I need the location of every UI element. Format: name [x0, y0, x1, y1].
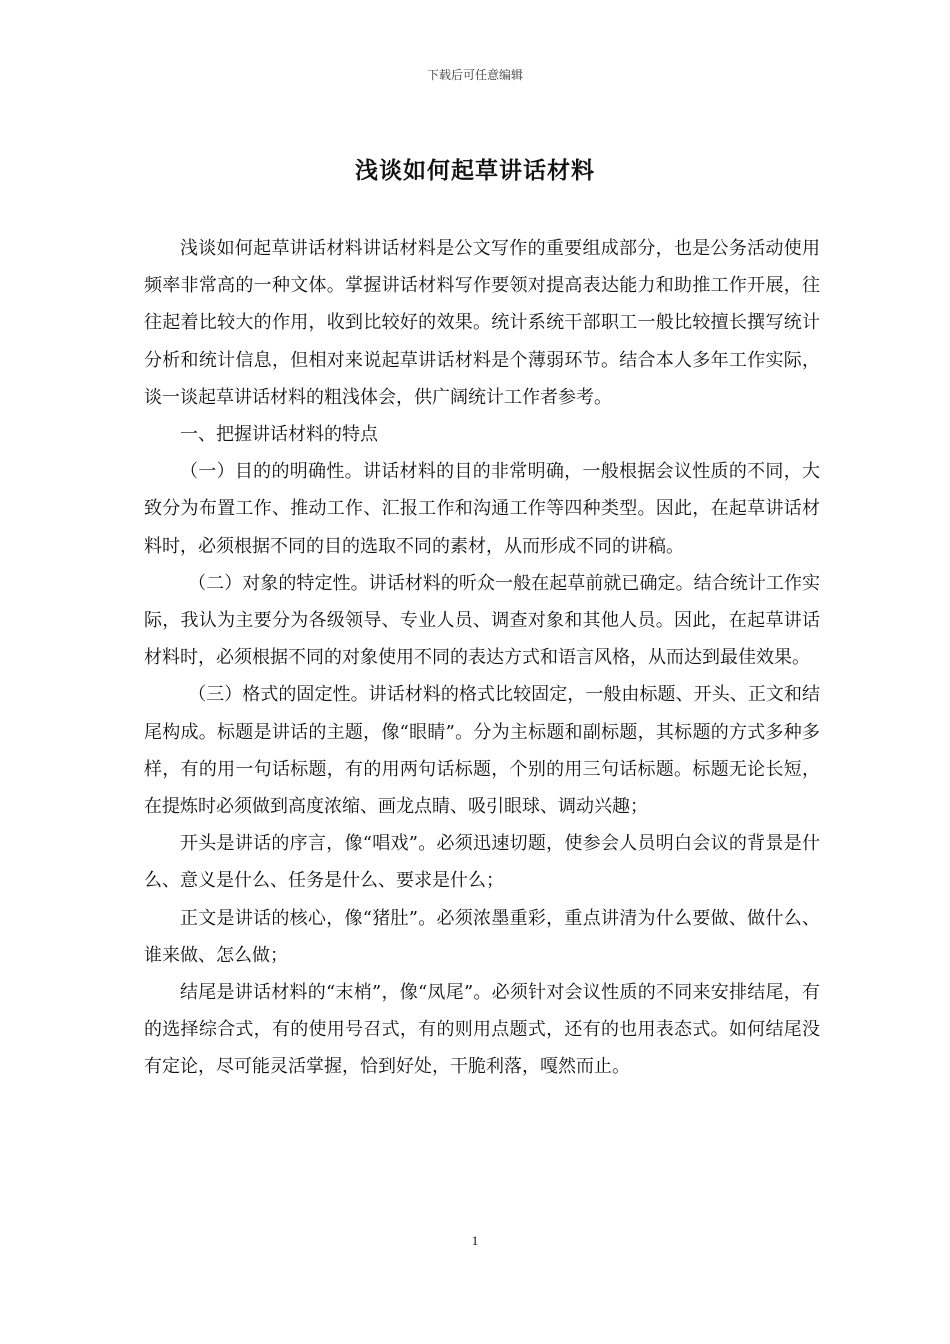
paragraph-ending: 结尾是讲话材料的“末梢”，像“凤尾”。必须针对会议性质的不同来安排结尾，有的选择综合式，有的使用号召式，有的则用点题式，还有的也用表态式。如何结尾没有定论，尽可能灵活掌握，恰到好处，干脆利落，嘎然而止。 — [144, 982, 820, 1078]
paragraph-main-body: 正文是讲话的核心，像“猪肚”。必须浓墨重彩，重点讲清为什么要做、做什么、谁来做、怎么做； — [144, 907, 820, 966]
page-number: 1 — [471, 1233, 479, 1248]
page-header: 下载后可任意编辑 — [426, 68, 523, 82]
paragraph-intro: 浅谈如何起草讲话材料讲话材料是公文写作的重要组成部分，也是公务活动使用频率非常高的一种文体。掌握讲话材料写作要领对提高表达能力和助推工作开展，往往起着比较大的作用，收到比较好的效果。统计系统干部职工一般比较擅长撰写统计分析和统计信息，但相对来说起草讲话材料是个薄弱环节。结合本人多年工作实际，谈一谈起草讲话材料的粗浅体会，供广阔统计工作者参考。 — [144, 238, 820, 408]
document-title: 浅谈如何起草讲话材料 — [355, 157, 595, 184]
paragraph-purpose: （一）目的的明确性。讲话材料的目的非常明确，一般根据会议性质的不同，大致分为布置工作、推动工作、汇报工作和沟通工作等四种类型。因此，在起草讲话材料时，必须根据不同的目的选取不同的素材，从而形成不同的讲稿。 — [144, 461, 820, 557]
document-body — [144, 230, 820, 1086]
section-heading: 一、把握讲话材料的特点 — [180, 424, 378, 446]
paragraph-opening: 开头是讲话的序言，像“唱戏”。必须迅速切题，使参会人员明白会议的背景是什么、意义是什么、任务是什么、要求是什么； — [144, 833, 820, 892]
paragraph-format: （三）格式的固定性。讲话材料的格式比较固定，一般由标题、开头、正文和结尾构成。标题是讲话的主题，像“眼睛”。分为主标题和副标题，其标题的方式多种多样，有的用一句话标题，有的用两句话标题，个别的用三句话标题。标题无论长短，在提炼时必须做到高度浓缩、画龙点睛、吸引眼球、调动兴趣； — [144, 684, 820, 818]
paragraph-audience: （二）对象的特定性。讲话材料的听众一般在起草前就已确定。结合统计工作实际，我认为主要分为各级领导、专业人员、调查对象和其他人员。因此，在起草讲话材料时，必须根据不同的对象使用不同的表达方式和语言风格，从而达到最佳效果。 — [144, 572, 820, 669]
